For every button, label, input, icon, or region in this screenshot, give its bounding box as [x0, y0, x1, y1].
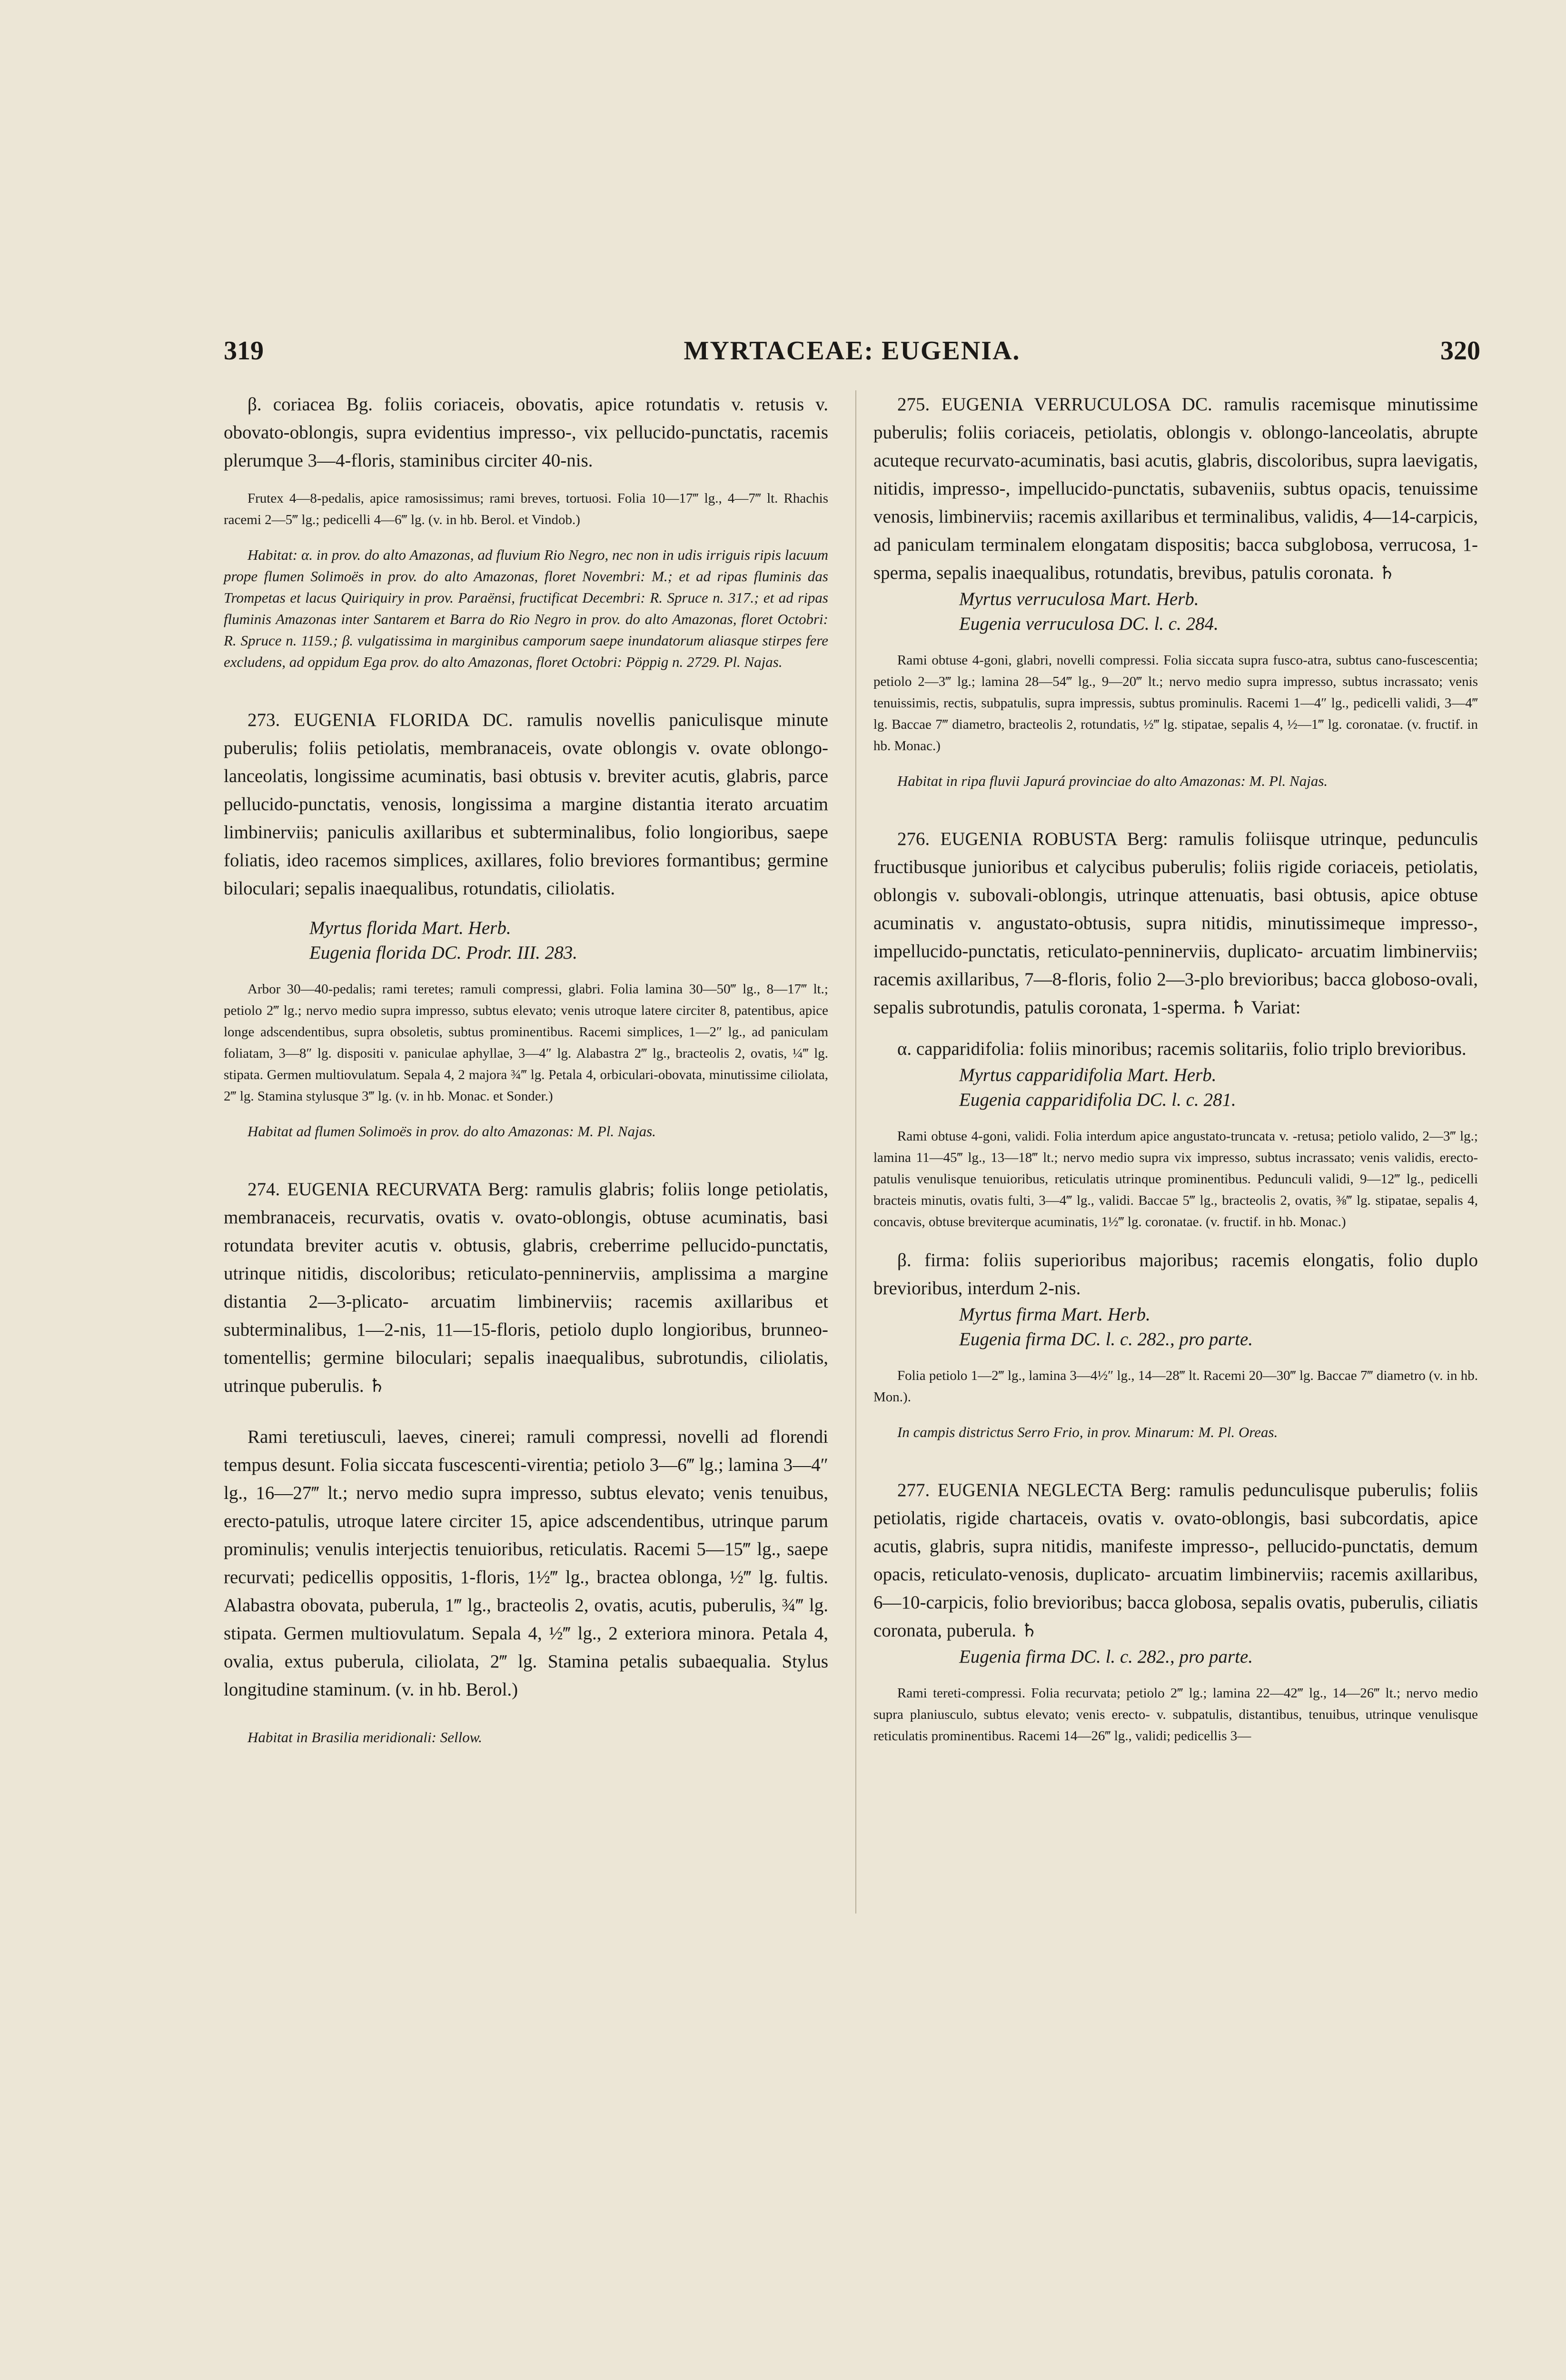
- habitat: Habitat in Brasilia meridionali: Sellow.: [248, 1729, 482, 1745]
- variety-alpha-capparidifolia: α. capparidifolia: foliis minoribus; racemis solitariis, folio triplo brevioribus.: [897, 1039, 1467, 1059]
- running-title: MYRTACEAE: EUGENIA.: [684, 336, 1021, 366]
- synonym: Myrtus firma Mart. Herb.: [959, 1304, 1150, 1325]
- description: Folia petiolo 1—2‴ lg., lamina 3—4½″ lg., 14—28‴ lt. Racemi 20—30‴ lg. Baccae 7‴ diametro (v. in hb. Mon.).: [873, 1368, 1478, 1405]
- species-entry-273: 273. EUGENIA FLORIDA DC. ramulis novellis paniculisque minute puberulis; foliis petiolatis, membranaceis, ovate oblongis v. ovate oblongo-lanceolatis, longissime acuminatis, basi obtusis v. breviter acutis, glabris, parce pellucido-punctatis, venosis, longissima a margine distantia iterato arcuatim limbinerviis; paniculis axillaribus et subterminalibus, folio longioribus, saepe foliatis, ideo racemos simplices, axillares, folio breviores formantibus; germine biloculari; sepalis inaequalibus, rotundatis, ciliolatis.: [224, 710, 828, 899]
- synonym: Myrtus florida Mart. Herb.: [309, 918, 511, 938]
- species-entry-274: 274. EUGENIA RECURVATA Berg: ramulis glabris; foliis longe petiolatis, membranaceis, recurvatis, ovatis v. ovato-oblongis, obtuse acuminatis, basi rotundata breviter acutis v. obtusis, glabris, creberrime pellucido-punctatis, utrinque nitidis, discoloribus; reticulato-penninerviis, amplissima a margine distantia 2—3-plicato- arcuatim limbinerviis; racemis axillaribus et subterminalibus, 1—2-nis, 11—15-floris, petiolo duplo longioribus, brunneo-tomentellis; germine biloculari; sepalis inaequalibus, subrotundis, ciliolatis, utrinque puberulis. ♄: [224, 1179, 828, 1396]
- column-divider: [855, 390, 856, 1914]
- synonym: Eugenia firma DC. l. c. 282., pro parte.: [959, 1329, 1253, 1349]
- synonym: Eugenia florida DC. Prodr. III. 283.: [309, 942, 577, 963]
- description: Rami obtuse 4-goni, validi. Folia interdum apice angustato-truncata v. -retusa; petiolo valido, 2—3‴ lg.; lamina 11—45‴ lg., 13—18‴ lt.; nervo medio supra vix impresso, subtus incrassato; venis validis, erecto-patulis venulisque tenuioribus, reticulatis utrinque prominentibus. Pedunculi validi, 9—12‴ lg., pedicelli bracteis minutis, ovatis fulti, 3—4‴ lg., validi. Baccae 5‴ lg., bracteolis 2, ovatis, ⅜‴ lg. stipatae, sepalis 4, concavis, obtuse breviterque acuminatis, 1½‴ lg. coronatae. (v. fructif. in hb. Monac.): [873, 1129, 1478, 1230]
- synonym: Eugenia firma DC. l. c. 282., pro parte.: [959, 1646, 1253, 1667]
- species-entry-277: 277. EUGENIA NEGLECTA Berg: ramulis pedunculisque puberulis; foliis petiolatis, rigide chartaceis, ovatis v. ovato-oblongis, basi subcordatis, apice acutis, glabris, supra nitidis, manifeste impresso-, pellucido-punctatis, demum opacis, reticulato-venosis, duplicato- arcuatim limbinerviis; racemis axillaribus, 6—10-carpicis, folio brevioribus; bacca globosa, sepalis ovatis, puberulis, ciliatis coronata, puberula. ♄: [873, 1480, 1478, 1641]
- description: Arbor 30—40-pedalis; rami teretes; ramuli compressi, glabri. Folia lamina 30—50‴ lg., 8—17‴ lt.; petiolo 2‴ lg.; nervo medio supra impresso, subtus elevato; venis utroque latere circiter 8, patentibus, apice longe adscendentibus, supra obsoletis, subtus prominentibus. Racemi simplices, 1—2″ lg., ad paniculam foliatam, 3—8″ lg. dispositi v. paniculae aphyllae, 3—4″ lg. Alabastra 2‴ lg., bracteolis 2, ovatis, ¼‴ lg. stipata. Germen multiovulatum. Sepala 4, 2 majora ¾‴ lg. Petala 4, orbiculari-obovata, minutissime ciliolata, 2‴ lg. Stamina stylusque 3‴ lg. (v. in hb. Monac. et Sonder.): [224, 982, 828, 1104]
- habitat: In campis districtus Serro Frio, in prov. Minarum: M. Pl. Oreas.: [897, 1424, 1278, 1440]
- description: Rami tereti-compressi. Folia recurvata; petiolo 2‴ lg.; lamina 22—42‴ lg., 14—26‴ lt.; nervo medio supra planiusculo, subtus elevato; venis erecto- v. subpatulis, distantibus, tenuibus, utrinque venulisque reticulatis prominentibus. Racemi 14—26‴ lg., validi; pedicellis 3—: [873, 1686, 1478, 1744]
- synonym: Myrtus verruculosa Mart. Herb.: [959, 589, 1199, 609]
- synonym: Myrtus capparidifolia Mart. Herb.: [959, 1065, 1217, 1085]
- species-entry-276: 276. EUGENIA ROBUSTA Berg: ramulis foliisque utrinque, pedunculis fructibusque junioribus et calycibus puberulis; foliis rigide coriaceis, petiolatis, oblongis v. subovali-oblongis, utrinque attenuatis, basi obtusis, apice obtuse acuminatis v. angustato-obtusis, supra nitidis, minutissimeque impresso-, impellucido-punctatis, reticulato-penninerviis, duplicato- arcuatim limbinerviis; racemis axillaribus, 7—8-floris, folio 2—3-plo brevioribus; bacca globoso-ovali, sepalis subrotundis, patulis coronata, 1-sperma. ♄ Variat:: [873, 829, 1478, 1018]
- species-entry-275: 275. EUGENIA VERRUCULOSA DC. ramulis racemisque minutissime puberulis; foliis coriaceis, petiolatis, oblongis v. oblongo-lanceolatis, abrupte acuteque recurvato-acuminatis, basi acutis, glabris, discoloribus, supra laevigatis, nitidis, impresso-, impellucido-punctatis, subaveniis, subtus opacis, tenuissime venosis, limbinerviis; racemis axillaribus et terminalibus, validis, 4—14-carpicis, ad paniculam terminalem elongatam dispositis; bacca subglobosa, verrucosa, 1-sperma, sepalis inaequalibus, rotundatis, brevibus, patulis coronata. ♄: [873, 394, 1478, 583]
- synonym: Eugenia verruculosa DC. l. c. 284.: [959, 614, 1219, 634]
- habitat: Habitat ad flumen Solimoës in prov. do alto Amazonas: M. Pl. Najas.: [248, 1123, 656, 1140]
- description: Rami teretiusculi, laeves, cinerei; ramuli compressi, novelli ad florendi tempus desunt. Folia siccata fuscescenti-virentia; petiolo 3—6‴ lg.; lamina 3—4″ lg., 16—27‴ lt.; nervo medio supra impresso, subtus elevato; venis tenuibus, erecto-patulis, utroque latere circiter 15, apice adscendentibus, utrinque parum prominulis; venulis interjectis tenuioribus, reticulatis. Racemi 5—15‴ lg., saepe recurvati; pedicellis oppositis, 1-floris, 1½‴ lg., bractea oblonga, ½‴ lg. fultis. Alabastra obovata, puberula, 1‴ lg., bracteolis 2, ovatis, acutis, puberulis, ¾‴ lg. stipata. Germen multiovulatum. Sepala 4, ½‴ lg., 2 exteriora minora. Petala 4, ovalia, extus puberula, ciliolata, 2‴ lg. Stamina petalis subaequalia. Stylus longitudine staminum. (v. in hb. Berol.): [224, 1427, 828, 1700]
- right-column: [873, 390, 1478, 1747]
- synonym: Eugenia capparidifolia DC. l. c. 281.: [959, 1090, 1236, 1110]
- description: Rami obtuse 4-goni, glabri, novelli compressi. Folia siccata supra fusco-atra, subtus cano-fuscescentia; petiolo 2—3‴ lg.; lamina 28—54‴ lg., 9—20‴ lt.; nervo medio supra impresso, subtus incrassato; venis tenuissimis, rectis, subpatulis, supra impressis, subtus prominulis. Racemi 1—4″ lg., pedicelli validi, 3—4‴ lg. Baccae 7‴ diametro, bracteolis 2, rotundatis, ½‴ lg. stipatae, sepalis 4, ½—1‴ lg. coronatae. (v. fructif. in hb. Monac.): [873, 653, 1478, 754]
- left-column: [224, 390, 828, 1748]
- habitat: Habitat: α. in prov. do alto Amazonas, ad fluvium Rio Negro, nec non in udis irriguis ripis lacuum prope flumen Solimoës in prov. do alto Amazonas, floret Novembri: M.; et ad ripas fluminis das Trompetas et lacus Quiriquiry in prov. Paraënsi, fructificat Decembri: R. Spruce n. 317.; et ad ripas fluminis Amazonas inter Santarem et Barra do Rio Negro in prov. do alto Amazonas, floret Octobri: R. Spruce n. 1159.; β. vulgatissima in marginibus camporum saepe inundatorum aliasque stirpes fere excludens, ad oppidum Ega prov. do alto Amazonas, floret Octobri: Pöppig n. 2729. Pl. Najas.: [224, 546, 828, 670]
- page-header: [224, 336, 1480, 374]
- variety-beta-firma: β. firma: foliis superioribus majoribus; racemis elongatis, folio duplo brevioribus, interdum 2-nis.: [873, 1250, 1478, 1299]
- habitat: Habitat in ripa fluvii Japurá provinciae do alto Amazonas: M. Pl. Najas.: [897, 773, 1328, 789]
- page-number-left: 319: [224, 336, 264, 366]
- page-number-right: 320: [1440, 336, 1480, 366]
- description: Frutex 4—8-pedalis, apice ramosissimus; rami breves, tortuosi. Folia 10—17‴ lg., 4—7‴ lt. Rhachis racemi 2—5‴ lg.; pedicelli 4—6‴ lg. (v. in hb. Berol. et Vindob.): [224, 491, 828, 527]
- variety-beta-coriacea: β. coriacea Bg. foliis coriaceis, obovatis, apice rotundatis v. retusis v. obovato-oblongis, supra evidentius impresso-, vix pellucido-punctatis, racemis plerumque 3—4-floris, staminibus circiter 40-nis.: [224, 394, 828, 471]
